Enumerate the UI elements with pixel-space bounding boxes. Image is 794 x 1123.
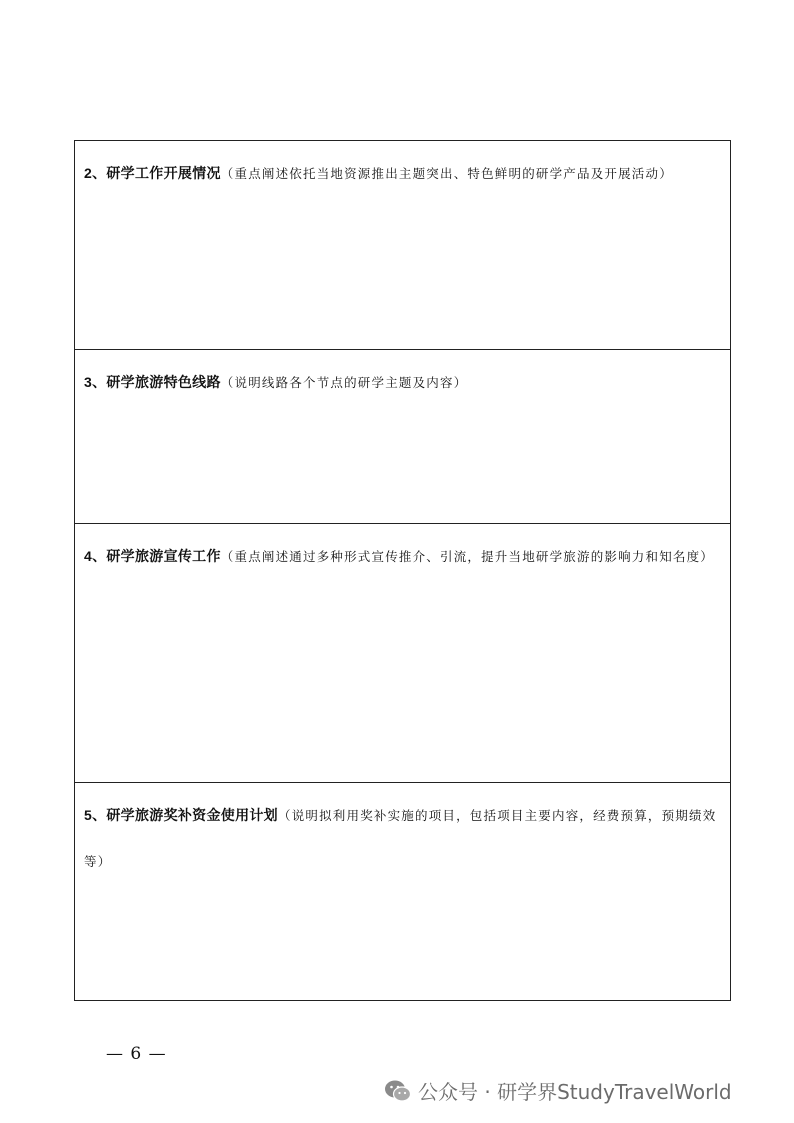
watermark-text: 公众号 · 研学界StudyTravelWorld	[418, 1080, 732, 1104]
section-funding-plan	[75, 783, 730, 1000]
section-title: 4、研学旅游宣传工作	[84, 548, 221, 564]
form-table	[74, 140, 731, 1001]
section-description: （说明拟利用奖补实施的项目，包括项目主要内容，经费预算，预期绩效等）	[84, 808, 717, 869]
section-text	[84, 151, 722, 197]
section-title: 2、研学工作开展情况	[84, 165, 221, 181]
section-description: （重点阐述依托当地资源推出主题突出、特色鲜明的研学产品及开展活动）	[220, 166, 673, 181]
section-promotion	[75, 524, 730, 783]
section-featured-routes	[75, 350, 730, 524]
section-text	[84, 793, 722, 885]
section-text	[84, 360, 722, 406]
section-title: 3、研学旅游特色线路	[84, 374, 221, 390]
section-description: （重点阐述通过多种形式宣传推介、引流，提升当地研学旅游的影响力和知名度）	[220, 549, 714, 564]
watermark	[384, 1076, 732, 1105]
section-work-progress	[75, 141, 730, 350]
page-number: — 6 —	[106, 1044, 167, 1064]
wechat-icon	[384, 1079, 412, 1103]
section-text	[84, 534, 722, 580]
section-title: 5、研学旅游奖补资金使用计划	[84, 807, 278, 823]
section-description: （说明线路各个节点的研学主题及内容）	[220, 375, 468, 390]
